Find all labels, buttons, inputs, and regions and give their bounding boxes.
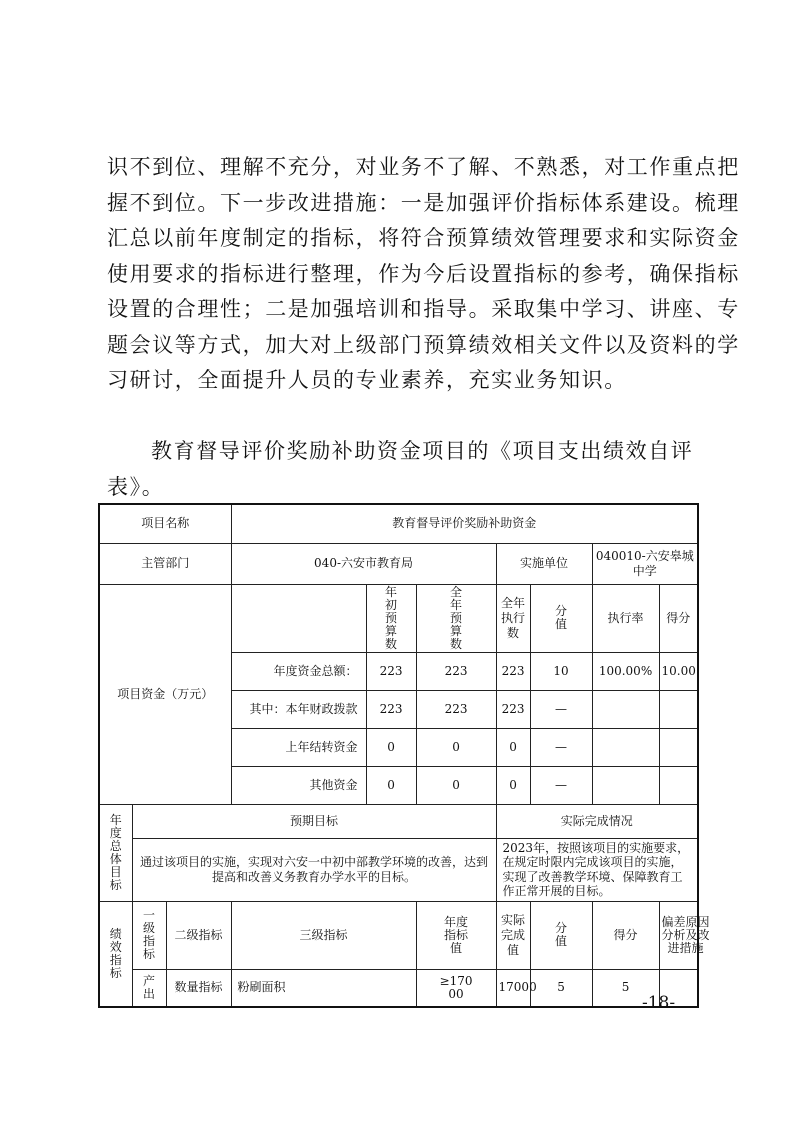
paragraph-line: 汇总以前年度制定的指标，将符合预算绩效管理要求和实际资金: [107, 226, 740, 250]
fund-cell: 0: [496, 766, 530, 804]
fund-cell: —: [530, 728, 592, 766]
fund-row-label: 年度资金总额：: [231, 652, 366, 690]
expected-goal-text: 通过该项目的实施，实现对六安一中初中部教学环境的改善，达到提高和改善义务教育办学水平的目标。: [132, 838, 496, 901]
deviation-header: 偏差原因分析及改进措施: [659, 901, 698, 969]
fund-row-label: 上年结转资金: [231, 728, 366, 766]
expected-goal-header: 预期目标: [132, 804, 496, 838]
fund-cell: —: [530, 766, 592, 804]
actual-situation-text: 2023年，按照该项目的实施要求，在规定时限内完成该项目的实施，实现了改善教学环境、保障教育工作正常开展的目标。: [496, 838, 698, 901]
perf-weight-cell: 5: [530, 969, 592, 1007]
fund-cell: 0: [416, 728, 496, 766]
dept-value: 040-六安市教育局: [231, 543, 496, 584]
fund-cell: 10: [530, 652, 592, 690]
perf-indicator-label: 绩效指标: [99, 901, 132, 1007]
fund-cell: [659, 690, 698, 728]
fund-cell: 0: [366, 766, 416, 804]
level1-header: 一级指标: [132, 901, 166, 969]
paragraph-line: 识不到位、理解不充分，对业务不了解、不熟悉，对工作重点把: [107, 155, 740, 179]
weight-header: 分值: [530, 584, 592, 652]
fund-cell: —: [530, 690, 592, 728]
dept-label: 主管部门: [99, 543, 231, 584]
perf-level2-cell: 数量指标: [166, 969, 231, 1007]
perf-actual-cell: 17000: [496, 969, 530, 1007]
perf-weight-header: 分值: [530, 901, 592, 969]
body-paragraph-2: 教育督导评价奖励补助资金项目的《项目支出绩效自评表》。: [107, 439, 694, 499]
perf-level1-cell: 产出: [132, 969, 166, 1007]
unit-value: 040010-六安皋城中学: [592, 543, 698, 584]
paragraph-line: 习研讨，全面提升人员的专业素养，充实业务知识。: [107, 368, 627, 392]
fund-cell: 0: [416, 766, 496, 804]
body-paragraph-1: [107, 150, 740, 399]
funds-label: 项目资金（万元）: [99, 584, 231, 804]
fund-cell: 223: [366, 690, 416, 728]
paragraph-line: 握不到位。下一步改进措施：一是加强评价指标体系建设。梳理: [107, 190, 740, 215]
perf-score-header: 得分: [592, 901, 659, 969]
page-number: -18-: [642, 993, 676, 1013]
fund-cell: [592, 728, 659, 766]
self-evaluation-table: [98, 503, 710, 1008]
fund-cell: 100.00%: [592, 652, 659, 690]
actual-value-header: 实际完成值: [496, 901, 530, 969]
fund-cell: 223: [496, 690, 530, 728]
paragraph-line: 设置的合理性；二是加强培训和指导。采取集中学习、讲座、专: [107, 297, 740, 321]
unit-label: 实施单位: [496, 543, 592, 584]
project-name-label: 项目名称: [99, 504, 231, 543]
fund-cell: [659, 766, 698, 804]
executed-header: 全年执行数: [496, 584, 530, 652]
perf-score-cell: 5: [592, 969, 659, 1007]
project-name-value: 教育督导评价奖励补助资金: [231, 504, 698, 543]
paragraph-line: 题会议等方式，加大对上级部门预算绩效相关文件以及资料的学: [107, 332, 740, 357]
actual-situation-header: 实际完成情况: [496, 804, 698, 838]
fund-row-label: 其他资金: [231, 766, 366, 804]
fund-cell: [592, 766, 659, 804]
fund-cell: 223: [366, 652, 416, 690]
score-header: 得分: [659, 584, 698, 652]
perf-level3-cell: 粉刷面积: [231, 969, 416, 1007]
year-start-budget-header: 年初预算数: [366, 584, 416, 652]
level3-header: 三级指标: [231, 901, 416, 969]
fund-cell: 0: [496, 728, 530, 766]
funds-header-blank: [231, 584, 366, 652]
fund-cell: 223: [416, 690, 496, 728]
annual-goal-label: 年度总体目标: [99, 804, 132, 901]
fund-cell: 223: [496, 652, 530, 690]
exec-rate-header: 执行率: [592, 584, 659, 652]
full-year-budget-header: 全年预算数: [416, 584, 496, 652]
fund-cell: 10.00: [659, 652, 698, 690]
target-header: 年度指标值: [416, 901, 496, 969]
level2-header: 二级指标: [166, 901, 231, 969]
fund-cell: 223: [416, 652, 496, 690]
fund-cell: [592, 690, 659, 728]
fund-cell: 0: [366, 728, 416, 766]
fund-cell: [659, 728, 698, 766]
fund-row-label: 其中：本年财政拨款: [231, 690, 366, 728]
paragraph-line: 使用要求的指标进行整理，作为今后设置指标的参考，确保指标: [107, 261, 740, 286]
perf-target-cell: ≥17000: [416, 969, 496, 1007]
